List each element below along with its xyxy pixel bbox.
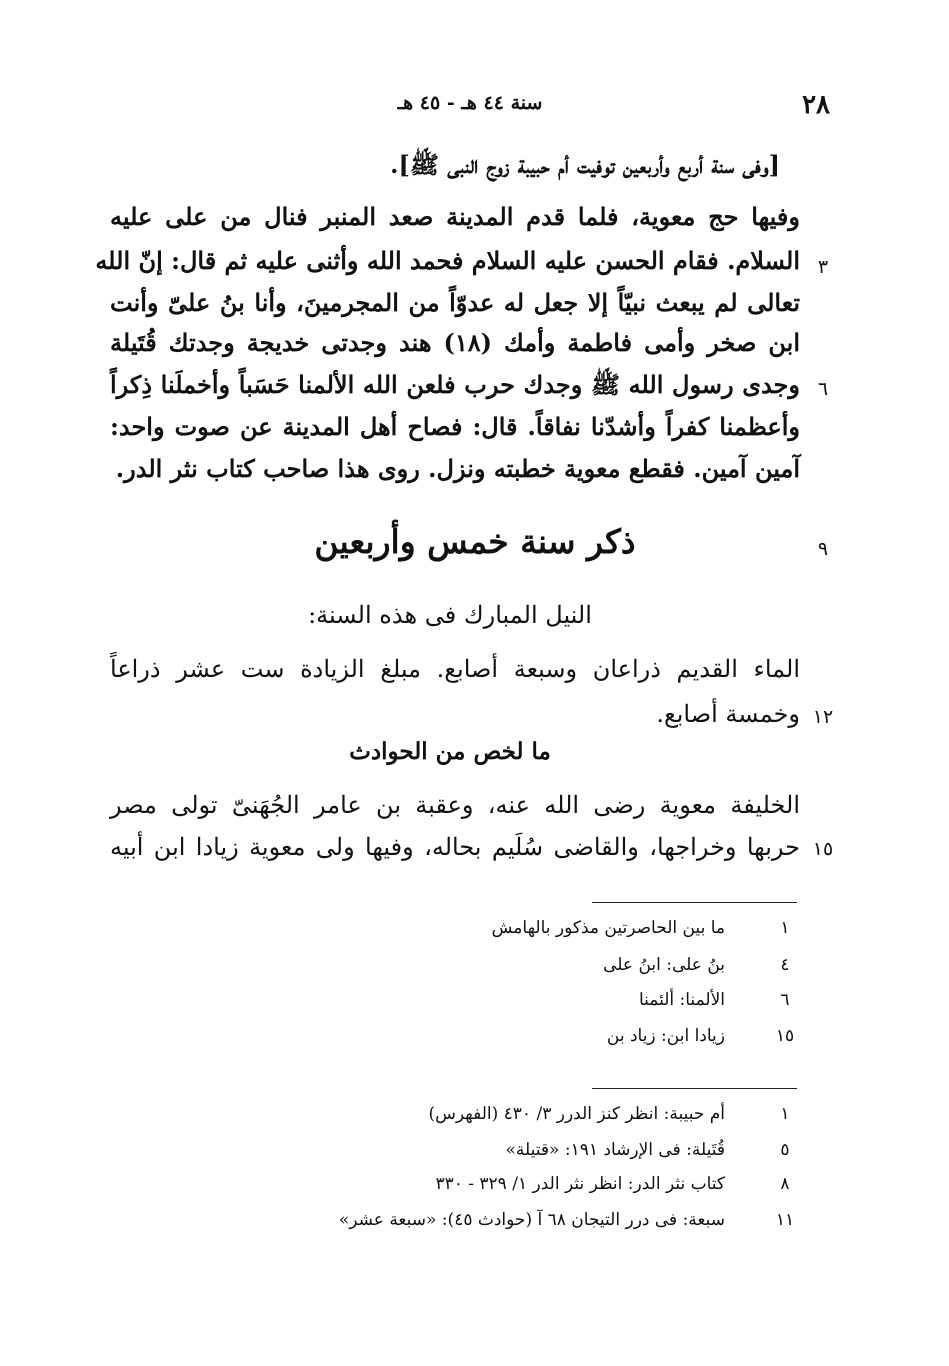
line-number: ٩ — [817, 538, 829, 560]
footnote-text: كتاب نثر الدر: انظر نثر الدر ١/ ٣٢٩ - ٣٣٠ — [435, 1174, 725, 1194]
line-number: ١٥ — [812, 838, 834, 860]
footnote-number: ١ — [780, 918, 790, 938]
text-line: آمين آمين. فقطع معوية خطبته ونزل. روى هذا صاحب كتاب نثر الدر. — [115, 454, 800, 483]
text-line: السلام. فقام الحسن عليه السلام فحمد الله وأثنى عليه ثم قال: إنّ الله — [95, 246, 800, 275]
footnote-text: ما بين الحاصرتين مذكور بالهامش — [491, 918, 725, 938]
line-number: ٣ — [817, 256, 829, 278]
events-subheading: ما لخص من الحوادث — [349, 738, 551, 765]
footnote-text: الألمنا: ألئمنا — [638, 990, 725, 1010]
footnote-number: ٤ — [780, 955, 790, 975]
running-head: سنة ٤٤ هـ - ٤٥ هـ — [397, 92, 543, 114]
text-line: الماء القديم ذراعان وسبعة أصابع. مبلغ الزيادة ست عشر ذراعاً — [110, 655, 800, 683]
footnote-number: ١٥ — [775, 1026, 795, 1046]
text-line: وأعظمنا كفراً وأشدّنا نفاقاً. قال: فصاح أهل المدينة عن صوت واحد: — [110, 412, 800, 441]
footnote-text: سبعة: فى درر التيجان ٦٨ آ (حوادث ٤٥): «سبعة عشر» — [338, 1210, 725, 1230]
text-line: الخليفة معوية رضى الله عنه، وعقبة بن عامر الجُهَنىّ تولى مصر — [110, 791, 800, 819]
footnote-rule — [592, 1088, 797, 1089]
line-number: ١٢ — [812, 706, 834, 728]
footnote-number: ٨ — [780, 1174, 790, 1194]
footnote-text: أم حبيبة: انظر كنز الدرر ٣/ ٤٣٠ (الفهرس) — [428, 1104, 725, 1124]
footnote-text: بنُ على: ابنُ على — [603, 955, 725, 975]
year-heading: ذكر سنة خمس وأربعين — [314, 522, 636, 561]
footnote-number: ١١ — [775, 1210, 795, 1230]
text-line: وجدى رسول الله ﷺ وجدك حرب فلعن الله الألمنا حَسَباً وأخملَنا ذِكراً — [110, 370, 800, 399]
footnote-text: قُتَيلة: فى الإرشاد ١٩١: «قتيلة» — [505, 1140, 725, 1160]
text-line: [وفى سنة أربع وأربعين توفيت أم حبيبة زوج النبى ﷺ]. — [390, 150, 780, 179]
text-line: ابن صخر وأمى فاطمة وأمك (١٨) هند وجدتى خديجة وجدتك قُتَيلة — [110, 328, 800, 357]
footnote-text: زيادا ابن: زياد بن — [606, 1026, 725, 1046]
text-line: تعالى لم يبعث نبيّاً إلا جعل له عدوّاً من المجرمينَ، وأنا بنُ علىّ وأنت — [110, 288, 800, 317]
text-line: حربها وخراجها، والقاضى سُلَيم بحاله، وفيها ولى معوية زيادا ابن أبيه — [110, 833, 800, 861]
footnote-rule — [592, 902, 797, 903]
page-number: ٢٨ — [802, 90, 830, 120]
text-line: وخمسة أصابع. — [656, 700, 800, 728]
line-number: ٦ — [817, 378, 829, 400]
nile-subtitle: النيل المبارك فى هذه السنة: — [308, 601, 592, 629]
footnote-number: ٦ — [780, 990, 790, 1010]
text-line: وفيها حج معوية، فلما قدم المدينة صعد المنبر فنال من على عليه — [110, 202, 800, 231]
footnote-number: ١ — [780, 1104, 790, 1124]
footnote-number: ٥ — [780, 1140, 790, 1160]
